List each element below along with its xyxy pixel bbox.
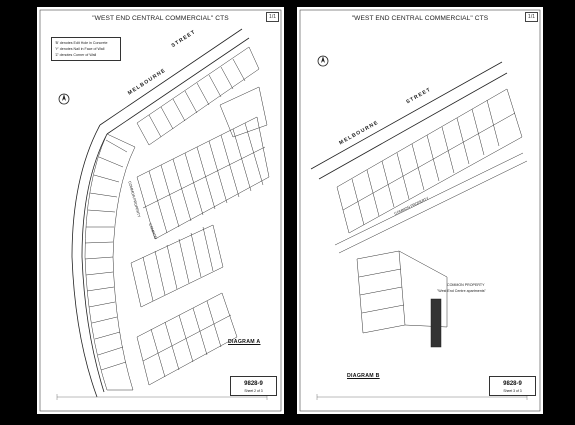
plan-number: 9828-9 <box>503 381 522 387</box>
sheet-number-box: 1/1 <box>525 12 538 22</box>
legend-line: 'Z' denotes Corner of Wall <box>55 53 97 57</box>
cp-callout-sub: "West End Centre apartments" <box>437 289 486 293</box>
diagram-label: DIAGRAM B <box>347 373 380 379</box>
street-label-street: STREET <box>405 86 433 106</box>
common-property-label: COMMON PROPERTY <box>393 196 430 216</box>
survey-plan-drawing-a <box>37 7 284 414</box>
diagram-label: DIAGRAM A <box>228 339 261 345</box>
street-label-melbourne: MELBOURNE <box>338 119 380 147</box>
sheet-label: Sheet 3 of 3 <box>503 389 522 393</box>
street-label-melbourne: MELBOURNE <box>126 67 168 97</box>
sheet-title: "WEST END CENTRAL COMMERCIAL" CTS <box>351 15 489 22</box>
plan-number-box <box>230 376 277 396</box>
cp-callout-label: COMMON PROPERTY <box>447 283 485 287</box>
legend-line: 'Y' denotes Nail in Face of Wall <box>55 47 105 51</box>
plan-number-box <box>489 376 536 396</box>
legend-line: 'B' denotes Edit Hole in Concrete <box>55 41 108 45</box>
survey-plan-drawing-b <box>297 7 543 414</box>
survey-sheet-left <box>37 7 284 414</box>
plan-number: 9828-9 <box>244 381 263 387</box>
hatched-wall <box>431 299 441 347</box>
common-property-label: COMMON PROPERTY <box>127 180 142 218</box>
north-arrow-icon <box>318 56 328 66</box>
sheet-title: "WEST END CENTRAL COMMERCIAL" CTS <box>92 15 229 22</box>
north-arrow-icon <box>59 94 69 104</box>
sheet-label: Sheet 2 of 3 <box>244 389 263 393</box>
common-label: COMMON <box>147 222 158 240</box>
legend-box <box>51 37 121 61</box>
survey-sheet-right <box>297 7 543 414</box>
street-label-street: STREET <box>170 28 198 50</box>
sheet-number-box: 1/1 <box>266 12 279 22</box>
